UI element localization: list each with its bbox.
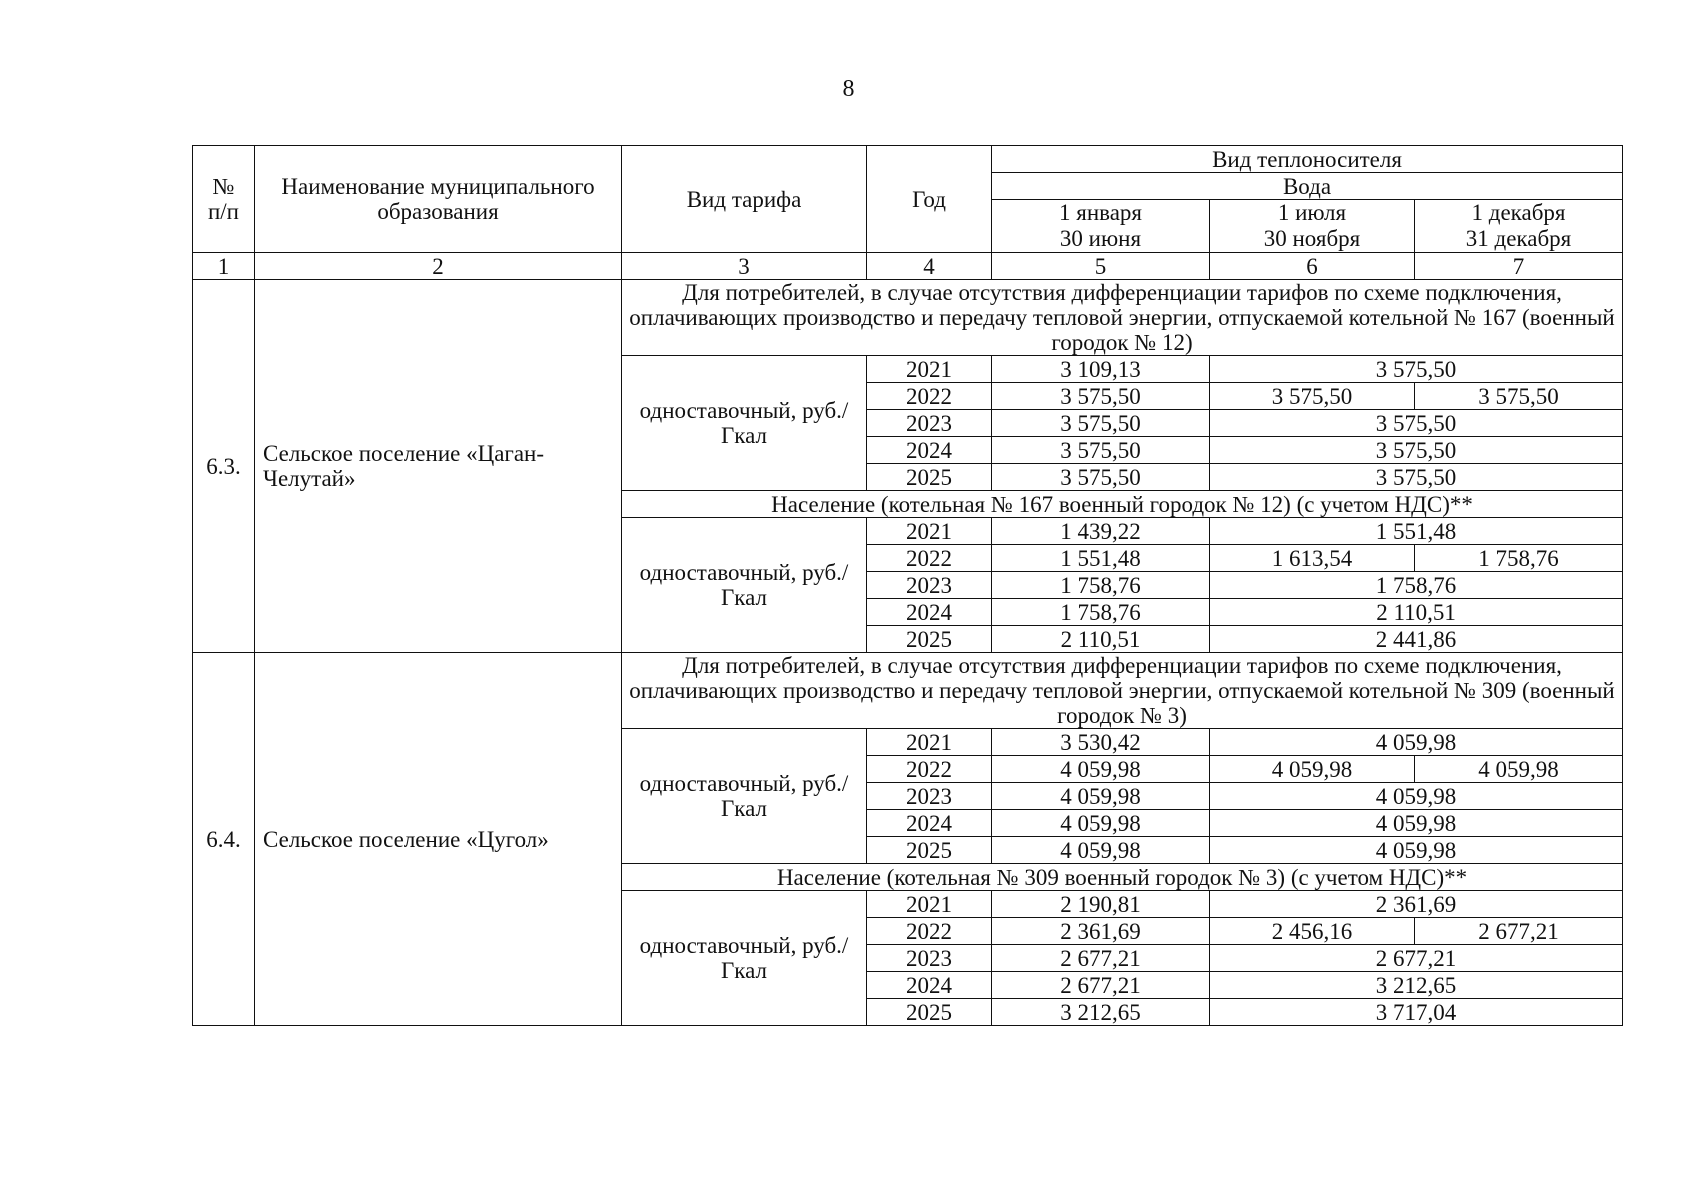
tariff-type: одноставочный, руб./Гкал (622, 729, 867, 864)
header-period-1-label: 1 января 30 июня (1059, 200, 1142, 251)
value-period-1: 2 677,21 (992, 945, 1210, 972)
section-number: 6.3. (193, 280, 255, 653)
year-cell: 2024 (867, 437, 992, 464)
year-cell: 2021 (867, 518, 992, 545)
value-period-1: 3 212,65 (992, 999, 1210, 1026)
header-tariff-label: Вид тарифа (686, 186, 802, 212)
value-period-2-3: 4 059,98 (1210, 783, 1623, 810)
year-cell: 2022 (867, 756, 992, 783)
group-title: Население (котельная № 167 военный городок № 12) (с учетом НДС)** (622, 491, 1623, 518)
header-row-1 (193, 146, 1623, 173)
year-cell: 2022 (867, 918, 992, 945)
year-cell: 2023 (867, 572, 992, 599)
section-name: Сельское поселение «Цаган-Челутай» (255, 280, 622, 653)
group-title: Население (котельная № 309 военный городок № 3) (с учетом НДС)** (622, 864, 1623, 891)
value-period-1: 3 109,13 (992, 356, 1210, 383)
value-period-1: 3 575,50 (992, 437, 1210, 464)
year-cell: 2024 (867, 599, 992, 626)
header-number-cell: 3 (622, 253, 867, 280)
header-number-cell: 6 (1210, 253, 1415, 280)
value-period-1: 4 059,98 (992, 783, 1210, 810)
value-period-2-3: 3 575,50 (1210, 464, 1623, 491)
header-period-2-label: 1 июля 30 ноября (1263, 200, 1361, 251)
value-period-1: 3 575,50 (992, 383, 1210, 410)
value-period-3: 2 677,21 (1415, 918, 1623, 945)
year-cell: 2022 (867, 383, 992, 410)
header-water (992, 173, 1623, 200)
value-period-2: 2 456,16 (1210, 918, 1415, 945)
header-period-3 (1415, 200, 1623, 253)
value-period-2: 3 575,50 (1210, 383, 1415, 410)
tariff-table (192, 145, 1623, 1026)
header-number-cell: 5 (992, 253, 1210, 280)
value-period-2-3: 3 575,50 (1210, 437, 1623, 464)
section-name: Сельское поселение «Цугол» (255, 653, 622, 1026)
value-period-2-3: 3 212,65 (1210, 972, 1623, 999)
year-cell: 2024 (867, 810, 992, 837)
header-period-3-label: 1 декабря 31 декабря (1465, 200, 1572, 251)
value-period-1: 3 575,50 (992, 464, 1210, 491)
value-period-3: 3 575,50 (1415, 383, 1623, 410)
value-period-3: 1 758,76 (1415, 545, 1623, 572)
value-period-2-3: 2 441,86 (1210, 626, 1623, 653)
value-period-1: 2 190,81 (992, 891, 1210, 918)
page-number: 8 (842, 76, 855, 102)
header-name (255, 146, 622, 253)
value-period-1: 1 758,76 (992, 599, 1210, 626)
value-period-3: 4 059,98 (1415, 756, 1623, 783)
value-period-2-3: 3 717,04 (1210, 999, 1623, 1026)
header-carrier-label: Вид теплоносителя (1212, 146, 1402, 172)
header-period-1 (992, 200, 1210, 253)
value-period-2-3: 1 758,76 (1210, 572, 1623, 599)
header-name-label: Наименование муниципального образования (281, 174, 595, 224)
value-period-1: 1 551,48 (992, 545, 1210, 572)
value-period-2-3: 2 110,51 (1210, 599, 1623, 626)
year-cell: 2025 (867, 626, 992, 653)
header-num-label: № п/п (207, 174, 239, 224)
value-period-1: 1 439,22 (992, 518, 1210, 545)
header-number-cell: 7 (1415, 253, 1623, 280)
header-water-label: Вода (1282, 173, 1332, 199)
header-num (193, 146, 255, 253)
tariff-table-body (193, 146, 1623, 1026)
value-period-1: 4 059,98 (992, 810, 1210, 837)
year-cell: 2024 (867, 972, 992, 999)
value-period-2-3: 2 361,69 (1210, 891, 1623, 918)
header-numbers-row (193, 253, 1623, 280)
year-cell: 2023 (867, 410, 992, 437)
value-period-2-3: 4 059,98 (1210, 729, 1623, 756)
group-title: Для потребителей, в случае отсутствия дифференциации тарифов по схеме подключения, оплачивающих производство и передачу тепловой энергии, отпускаемой котельной № 309 (военный городок № 3) (622, 653, 1623, 729)
value-period-2-3: 3 575,50 (1210, 410, 1623, 437)
value-period-2-3: 4 059,98 (1210, 810, 1623, 837)
header-number-cell: 2 (255, 253, 622, 280)
value-period-1: 4 059,98 (992, 756, 1210, 783)
value-period-1: 2 677,21 (992, 972, 1210, 999)
value-period-1: 2 110,51 (992, 626, 1210, 653)
value-period-2: 1 613,54 (1210, 545, 1415, 572)
header-tariff (622, 146, 867, 253)
header-year-label: Год (912, 186, 946, 212)
year-cell: 2025 (867, 464, 992, 491)
year-cell: 2021 (867, 729, 992, 756)
header-number-cell: 1 (193, 253, 255, 280)
value-period-1: 4 059,98 (992, 837, 1210, 864)
value-period-1: 2 361,69 (992, 918, 1210, 945)
value-period-1: 3 575,50 (992, 410, 1210, 437)
tariff-type: одноставочный, руб./Гкал (622, 356, 867, 491)
header-period-2 (1210, 200, 1415, 253)
value-period-2: 4 059,98 (1210, 756, 1415, 783)
value-period-2-3: 1 551,48 (1210, 518, 1623, 545)
value-period-1: 1 758,76 (992, 572, 1210, 599)
value-period-2-3: 4 059,98 (1210, 837, 1623, 864)
group-title-row (193, 280, 1623, 356)
tariff-type: одноставочный, руб./Гкал (622, 891, 867, 1026)
year-cell: 2025 (867, 837, 992, 864)
year-cell: 2021 (867, 356, 992, 383)
section-number: 6.4. (193, 653, 255, 1026)
value-period-2-3: 3 575,50 (1210, 356, 1623, 383)
year-cell: 2022 (867, 545, 992, 572)
year-cell: 2025 (867, 999, 992, 1026)
tariff-type: одноставочный, руб./Гкал (622, 518, 867, 653)
header-number-cell: 4 (867, 253, 992, 280)
header-year (867, 146, 992, 253)
year-cell: 2023 (867, 945, 992, 972)
group-title: Для потребителей, в случае отсутствия дифференциации тарифов по схеме подключения, оплачивающих производство и передачу тепловой энергии, отпускаемой котельной № 167 (военный городок № 12) (622, 280, 1623, 356)
value-period-1: 3 530,42 (992, 729, 1210, 756)
header-carrier (992, 146, 1623, 173)
value-period-2-3: 2 677,21 (1210, 945, 1623, 972)
group-title-row (193, 653, 1623, 729)
year-cell: 2021 (867, 891, 992, 918)
year-cell: 2023 (867, 783, 992, 810)
